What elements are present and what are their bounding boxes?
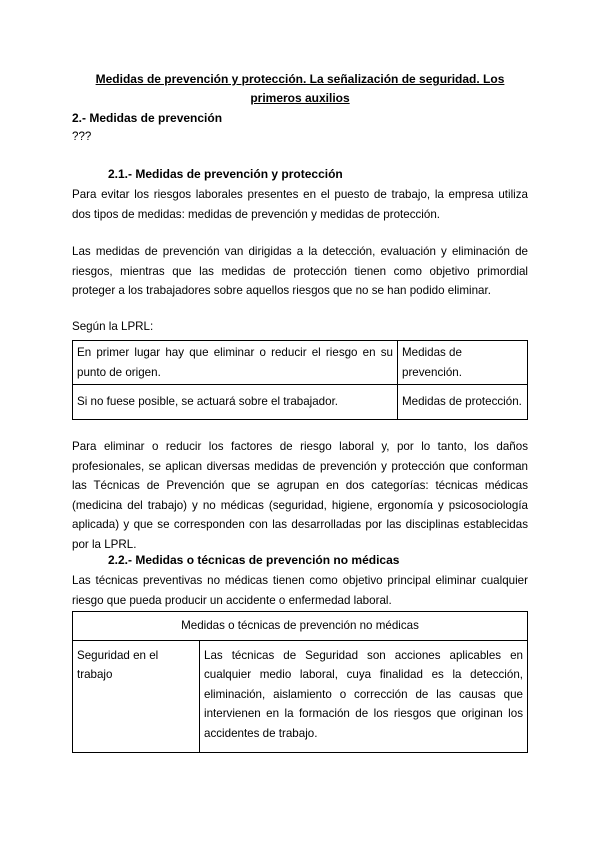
section-2-1-paragraph-3: Para eliminar o reducir los factores de riesgo laboral y, por lo tanto, los daños profesionales, se aplican diversas medidas de prevención y protección que conforman las Técnicas de Prevención que se agrupan en dos categorías: técnicas médicas (medicina del trabajo) y no médicas (seguridad, higiene, ergonomía y psicosociología aplicada) y que se corresponden con las desarrolladas por las disciplinas establecidas por la LPRL. [72, 440, 528, 551]
section-2-1-paragraph-2: Las medidas de prevención van dirigidas a la detección, evaluación y eliminación de riesgos, mientras que las medidas de protección tienen como objetivo primordial proteger a los trabajadores sobre aquellos riesgos que no se han podido eliminar. [72, 245, 528, 298]
section-2-heading: 2.- Medidas de prevención [72, 111, 223, 125]
document-title: Medidas de prevención y protección. La señalización de seguridad. Los primeros auxilios [95, 72, 505, 105]
table-cell-action: Si no fuese posible, se actuará sobre el trabajador. [73, 385, 398, 420]
table-header: Medidas o técnicas de prevención no médicas [73, 612, 528, 641]
non-medical-techniques-table [72, 611, 528, 753]
table-cell-action: En primer lugar hay que eliminar o reducir el riesgo en su punto de origen. [73, 341, 398, 385]
section-2-2-heading: 2.2.- Medidas o técnicas de prevención no médicas [108, 553, 400, 567]
table-cell-measure: Medidas de protección. [398, 385, 528, 420]
section-2-1-heading: 2.1.- Medidas de prevención y protección [108, 167, 343, 181]
section-2-2-paragraph-1: Las técnicas preventivas no médicas tienen como objetivo principal eliminar cualquier riesgo que pueda producir un accidente o enfermedad laboral. [72, 574, 528, 607]
table-header-row [73, 612, 528, 641]
section-2-1-paragraph-1: Para evitar los riesgos laborales presentes en el puesto de trabajo, la empresa utiliza dos tipos de medidas: medidas de prevención y medidas de protección. [72, 188, 528, 221]
lprl-intro: Según la LPRL: [72, 320, 154, 333]
table-cell-technique: Seguridad en el trabajo [73, 640, 200, 752]
table-cell-measure: Medidas de prevención. [398, 341, 528, 385]
placeholder-text: ??? [72, 130, 92, 143]
lprl-table [72, 340, 528, 420]
table-row [73, 385, 528, 420]
table-row [73, 341, 528, 385]
table-cell-description: Las técnicas de Seguridad son acciones aplicables en cualquier medio laboral, cuya finalidad es la detección, eliminación, aislamiento o corrección de las causas que intervienen en la formación de los riesgos que originan los accidentes de trabajo. [200, 640, 528, 752]
table-row [73, 640, 528, 752]
